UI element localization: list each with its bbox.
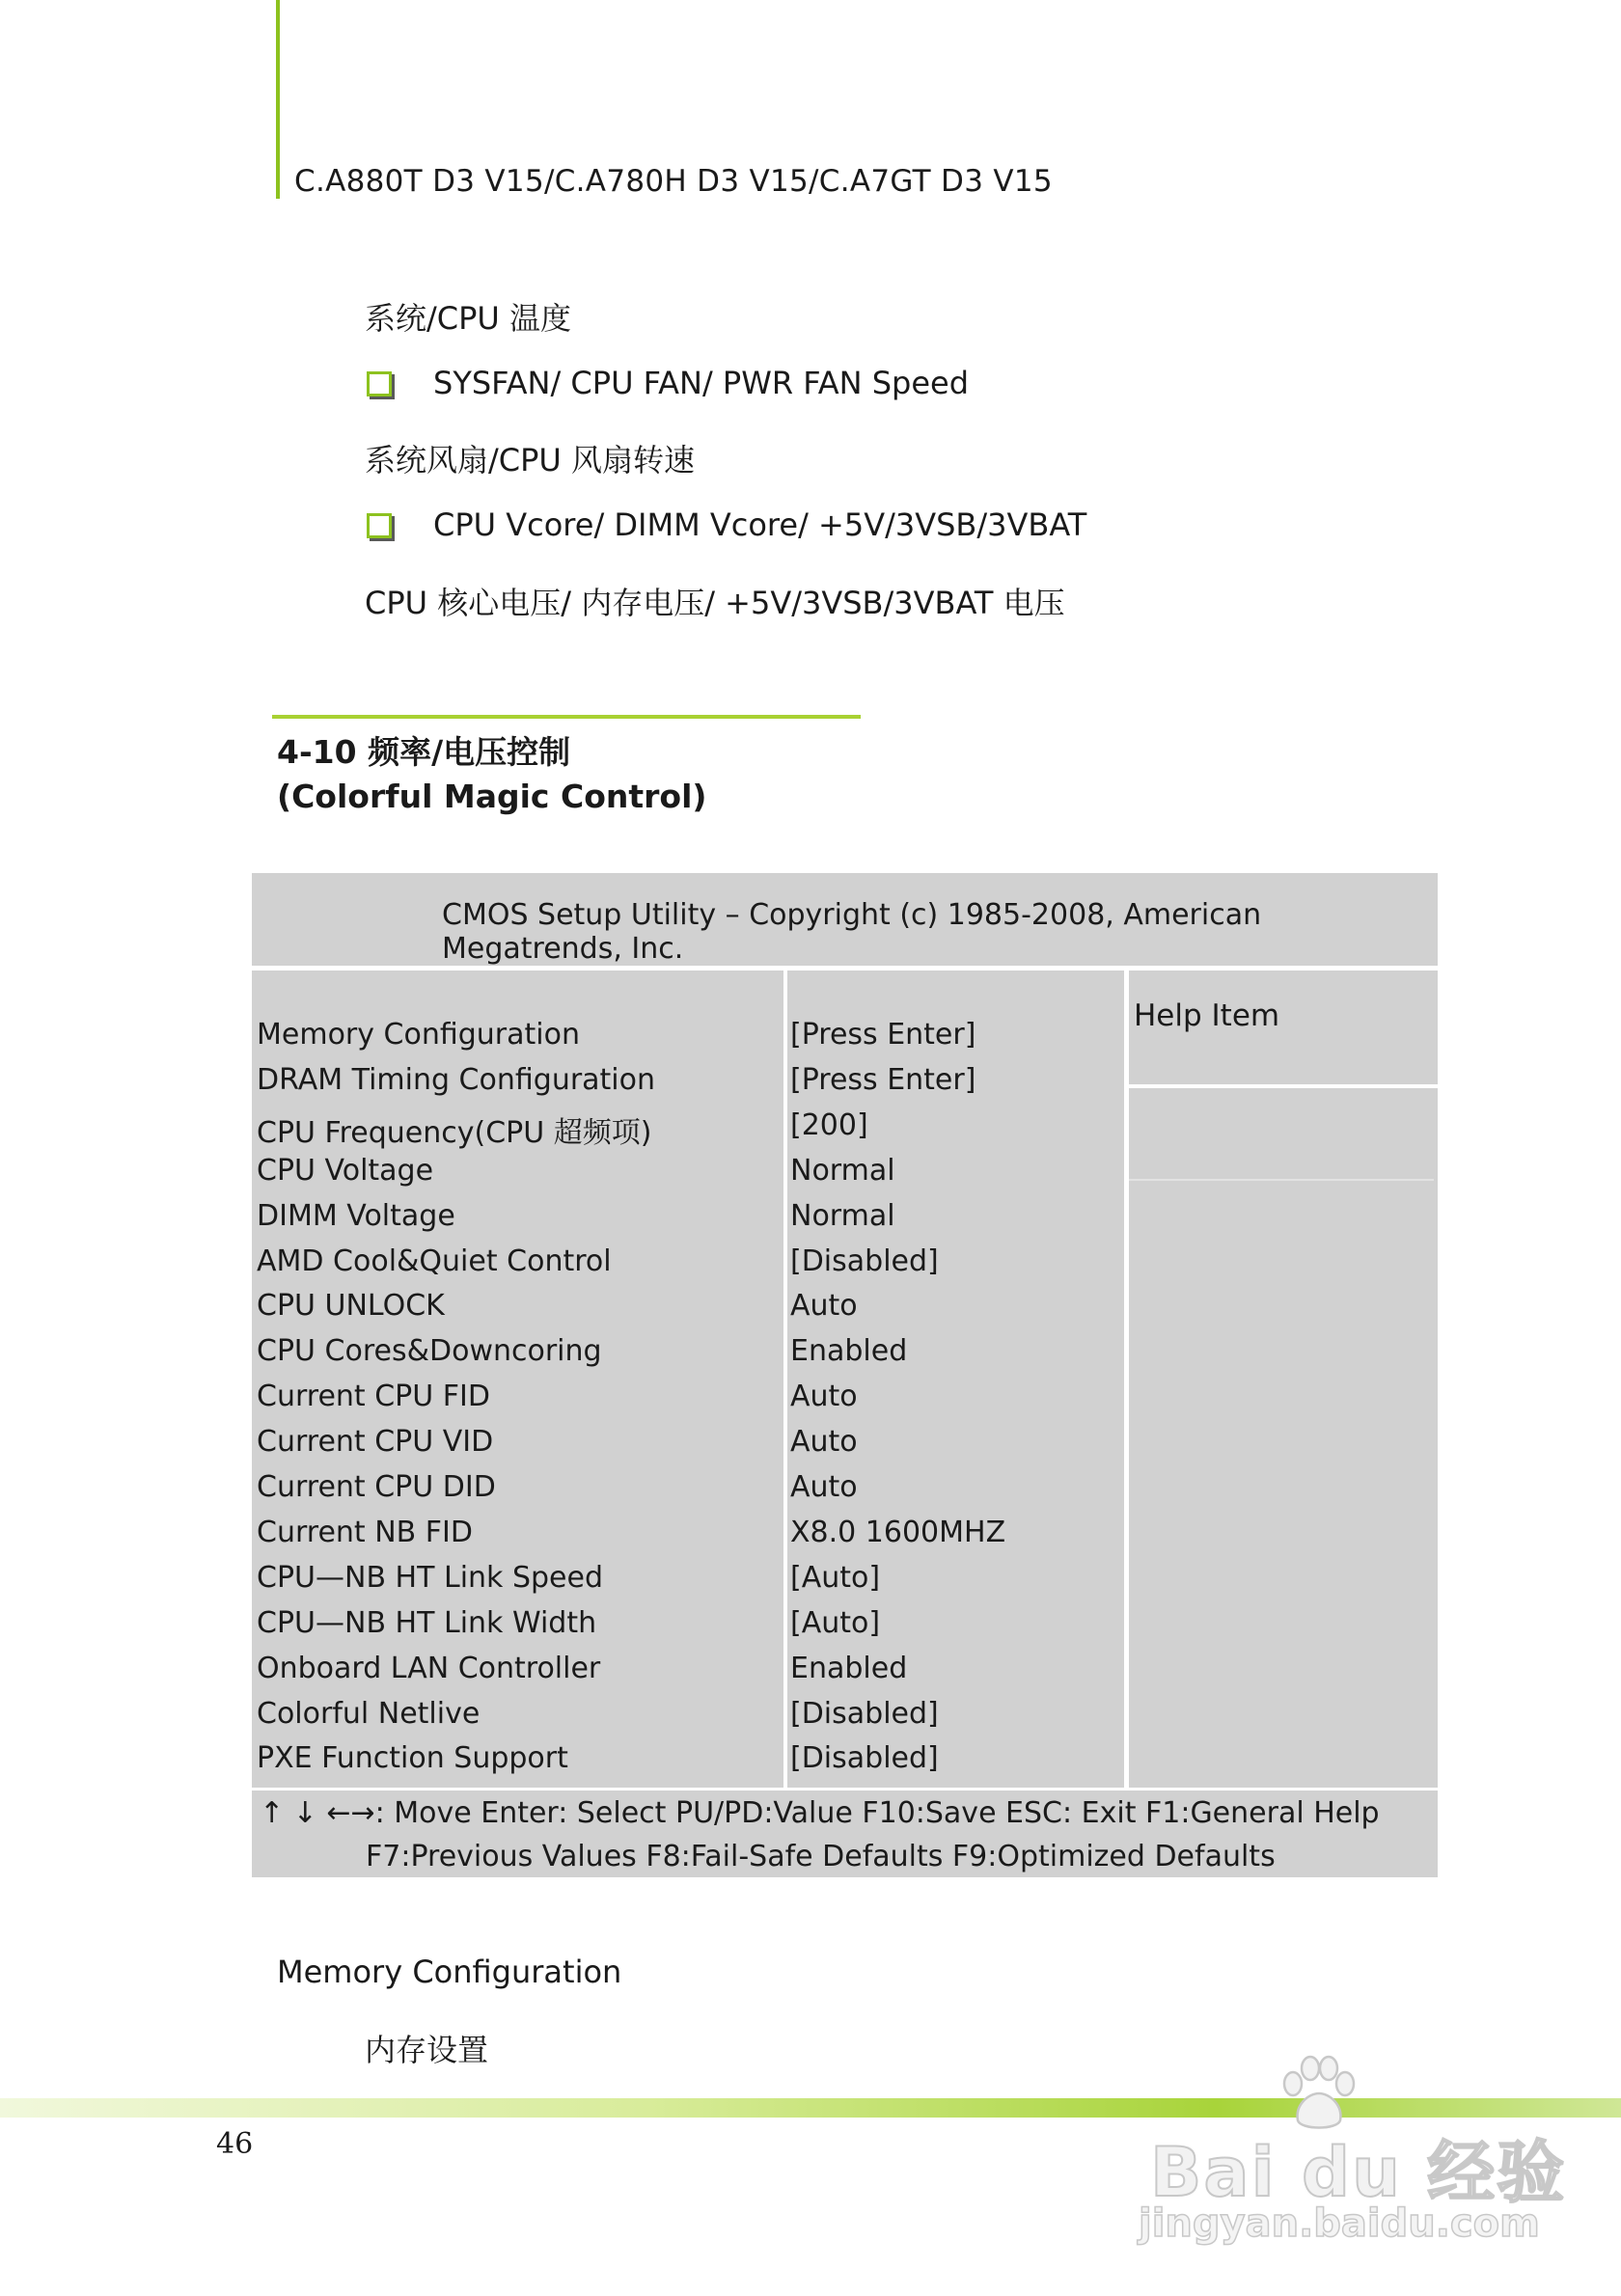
- watermark-brand: Bai du 经验: [1150, 2133, 1567, 2212]
- bios-row-label[interactable]: Current CPU DID: [257, 1470, 496, 1504]
- bios-row-label[interactable]: Onboard LAN Controller: [257, 1652, 601, 1685]
- bios-row-label[interactable]: CPU—NB HT Link Width: [257, 1606, 597, 1640]
- bios-row-label[interactable]: Current CPU VID: [257, 1425, 494, 1459]
- bios-row-value[interactable]: [Disabled]: [790, 1697, 939, 1731]
- bios-footer: [252, 1790, 1438, 1877]
- bios-row-label[interactable]: DRAM Timing Configuration: [257, 1063, 656, 1097]
- header-accent-bar: [276, 0, 280, 199]
- checkbox-bullet-icon: [367, 513, 392, 538]
- baidu-watermark: [1139, 2055, 1567, 2257]
- model-line: C.A880T D3 V15/C.A780H D3 V15/C.A7GT D3 V15: [294, 164, 1053, 199]
- bios-row-value[interactable]: [Auto]: [790, 1606, 881, 1640]
- bios-row-value[interactable]: Normal: [790, 1154, 895, 1188]
- checkbox-bullet-icon: [367, 371, 392, 396]
- bios-row-value[interactable]: Auto: [790, 1289, 858, 1323]
- bios-row-value[interactable]: Normal: [790, 1199, 895, 1233]
- bios-row-label[interactable]: CPU UNLOCK: [257, 1289, 445, 1323]
- bios-row-value[interactable]: [Press Enter]: [790, 1018, 976, 1052]
- after-item-cn: 内存设置: [365, 2032, 489, 2068]
- help-item-title: Help Item: [1134, 998, 1280, 1033]
- bios-row-value[interactable]: [200]: [790, 1108, 868, 1142]
- bios-row-value[interactable]: Auto: [790, 1470, 858, 1504]
- bios-row-value[interactable]: [Disabled]: [790, 1741, 939, 1775]
- monitor-line-1: 系统/CPU 温度: [365, 300, 572, 337]
- bios-row-label[interactable]: CPU—NB HT Link Speed: [257, 1561, 603, 1595]
- bios-row-label[interactable]: PXE Function Support: [257, 1741, 568, 1775]
- bios-help-panel: [1129, 1088, 1438, 1788]
- bios-footer-keys-2: F7:Previous Values F8:Fail-Safe Defaults F9:Optimized Defaults: [366, 1840, 1276, 1873]
- bios-footer-keys-1: ↑ ↓ ←→: Move Enter: Select PU/PD:Value F10:Save ESC: Exit F1:General Help: [260, 1796, 1380, 1830]
- monitor-line-2: 系统风扇/CPU 风扇转速: [365, 442, 696, 478]
- bios-row-value[interactable]: Enabled: [790, 1652, 908, 1685]
- section-subtitle: (Colorful Magic Control): [277, 778, 707, 815]
- section-rule: [272, 715, 861, 719]
- page-number: 46: [216, 2127, 254, 2161]
- bios-row-value[interactable]: [Disabled]: [790, 1244, 939, 1278]
- monitor-item-1: SYSFAN/ CPU FAN/ PWR FAN Speed: [433, 365, 970, 401]
- bios-setup-screen: [252, 873, 1438, 1877]
- bios-row-label[interactable]: CPU Frequency(CPU 超频项): [257, 1116, 652, 1150]
- bios-row-value[interactable]: Auto: [790, 1380, 858, 1413]
- bios-row-label[interactable]: AMD Cool&Quiet Control: [257, 1244, 612, 1278]
- watermark-url: jingyan.baidu.com: [1139, 2201, 1540, 2246]
- monitor-item-2: CPU Vcore/ DIMM Vcore/ +5V/3VSB/3VBAT: [433, 506, 1087, 543]
- bios-row-label[interactable]: CPU Cores&Downcoring: [257, 1334, 602, 1368]
- monitor-line-3: CPU 核心电压/ 内存电压/ +5V/3VSB/3VBAT 电压: [365, 585, 1065, 621]
- bios-row-label[interactable]: Current NB FID: [257, 1516, 473, 1549]
- section-title: 4-10 频率/电压控制: [277, 733, 571, 771]
- bios-row-label[interactable]: DIMM Voltage: [257, 1199, 455, 1233]
- bios-row-label[interactable]: Colorful Netlive: [257, 1697, 481, 1731]
- bios-row-label[interactable]: Memory Configuration: [257, 1018, 580, 1052]
- bios-header-text: CMOS Setup Utility – Copyright (c) 1985-2008, American Megatrends, Inc.: [442, 898, 1262, 966]
- after-item: Memory Configuration: [277, 1954, 622, 1990]
- bios-row-value[interactable]: Auto: [790, 1425, 858, 1459]
- bios-row-label[interactable]: CPU Voltage: [257, 1154, 434, 1188]
- bios-header: [252, 873, 1438, 966]
- bios-row-value[interactable]: Enabled: [790, 1334, 908, 1368]
- bios-row-value[interactable]: [Auto]: [790, 1561, 881, 1595]
- bios-row-value[interactable]: X8.0 1600MHZ: [790, 1516, 1006, 1549]
- bios-row-value[interactable]: [Press Enter]: [790, 1063, 976, 1097]
- bios-row-label[interactable]: Current CPU FID: [257, 1380, 490, 1413]
